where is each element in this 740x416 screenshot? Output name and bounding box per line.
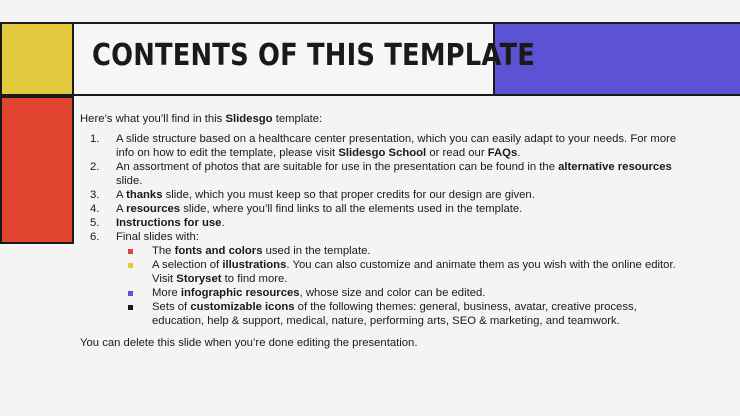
list-item: 6. Final slides with: The fonts and colors used in the template. A selection of illustrations. You can also customize and animate them as you wish with the online editor. Visit Storyset to find more. More infographic resources, whose size and color can be edited. Sets of customizable icons of the following themes: general, business, avatar, creative process, education, help & support, medical, nature, performing arts, SEO & marketing, and teamwork. (80, 230, 680, 328)
content-area (80, 112, 680, 350)
sub-list-item: A selection of illustrations. You can also customize and animate them as you wish with the online editor. Visit Storyset to find more. (116, 258, 680, 286)
contents-list (80, 132, 680, 328)
sub-list-item: The fonts and colors used in the template. (116, 244, 680, 258)
list-item: 5. Instructions for use. (90, 217, 225, 229)
final-slides-sublist (116, 244, 680, 328)
red-decor-block (0, 96, 74, 244)
list-item: 3. A thanks slide, which you must keep so that proper credits for our design are given. (90, 189, 535, 201)
list-item: 4. A resources slide, where you’ll find links to all the elements used in the template. (90, 203, 523, 215)
slide-title: CONTENTS OF THIS TEMPLATE (92, 38, 536, 73)
intro-text: Here’s what you’ll find in this Slidesgo template: (80, 113, 323, 125)
yellow-square-bullet-icon (128, 263, 133, 268)
red-square-bullet-icon (128, 249, 133, 254)
yellow-decor-block (0, 22, 74, 96)
purple-square-bullet-icon (128, 291, 133, 296)
outro-text: You can delete this slide when you’re done editing the presentation. (80, 337, 418, 349)
sub-list-item: More infographic resources, whose size and color can be edited. (116, 286, 680, 300)
black-square-bullet-icon (128, 305, 133, 310)
list-item: 2. An assortment of photos that are suitable for use in the presentation can be found in the alternative resources slide. (90, 161, 672, 187)
list-item: 1. A slide structure based on a healthcare center presentation, which you can easily adapt to your needs. For more info on how to edit the template, please visit Slidesgo School or read our FAQs. (90, 133, 677, 159)
sub-list-item: Sets of customizable icons of the following themes: general, business, avatar, creative process, education, help & support, medical, nature, performing arts, SEO & marketing, and teamwork. (116, 300, 680, 328)
